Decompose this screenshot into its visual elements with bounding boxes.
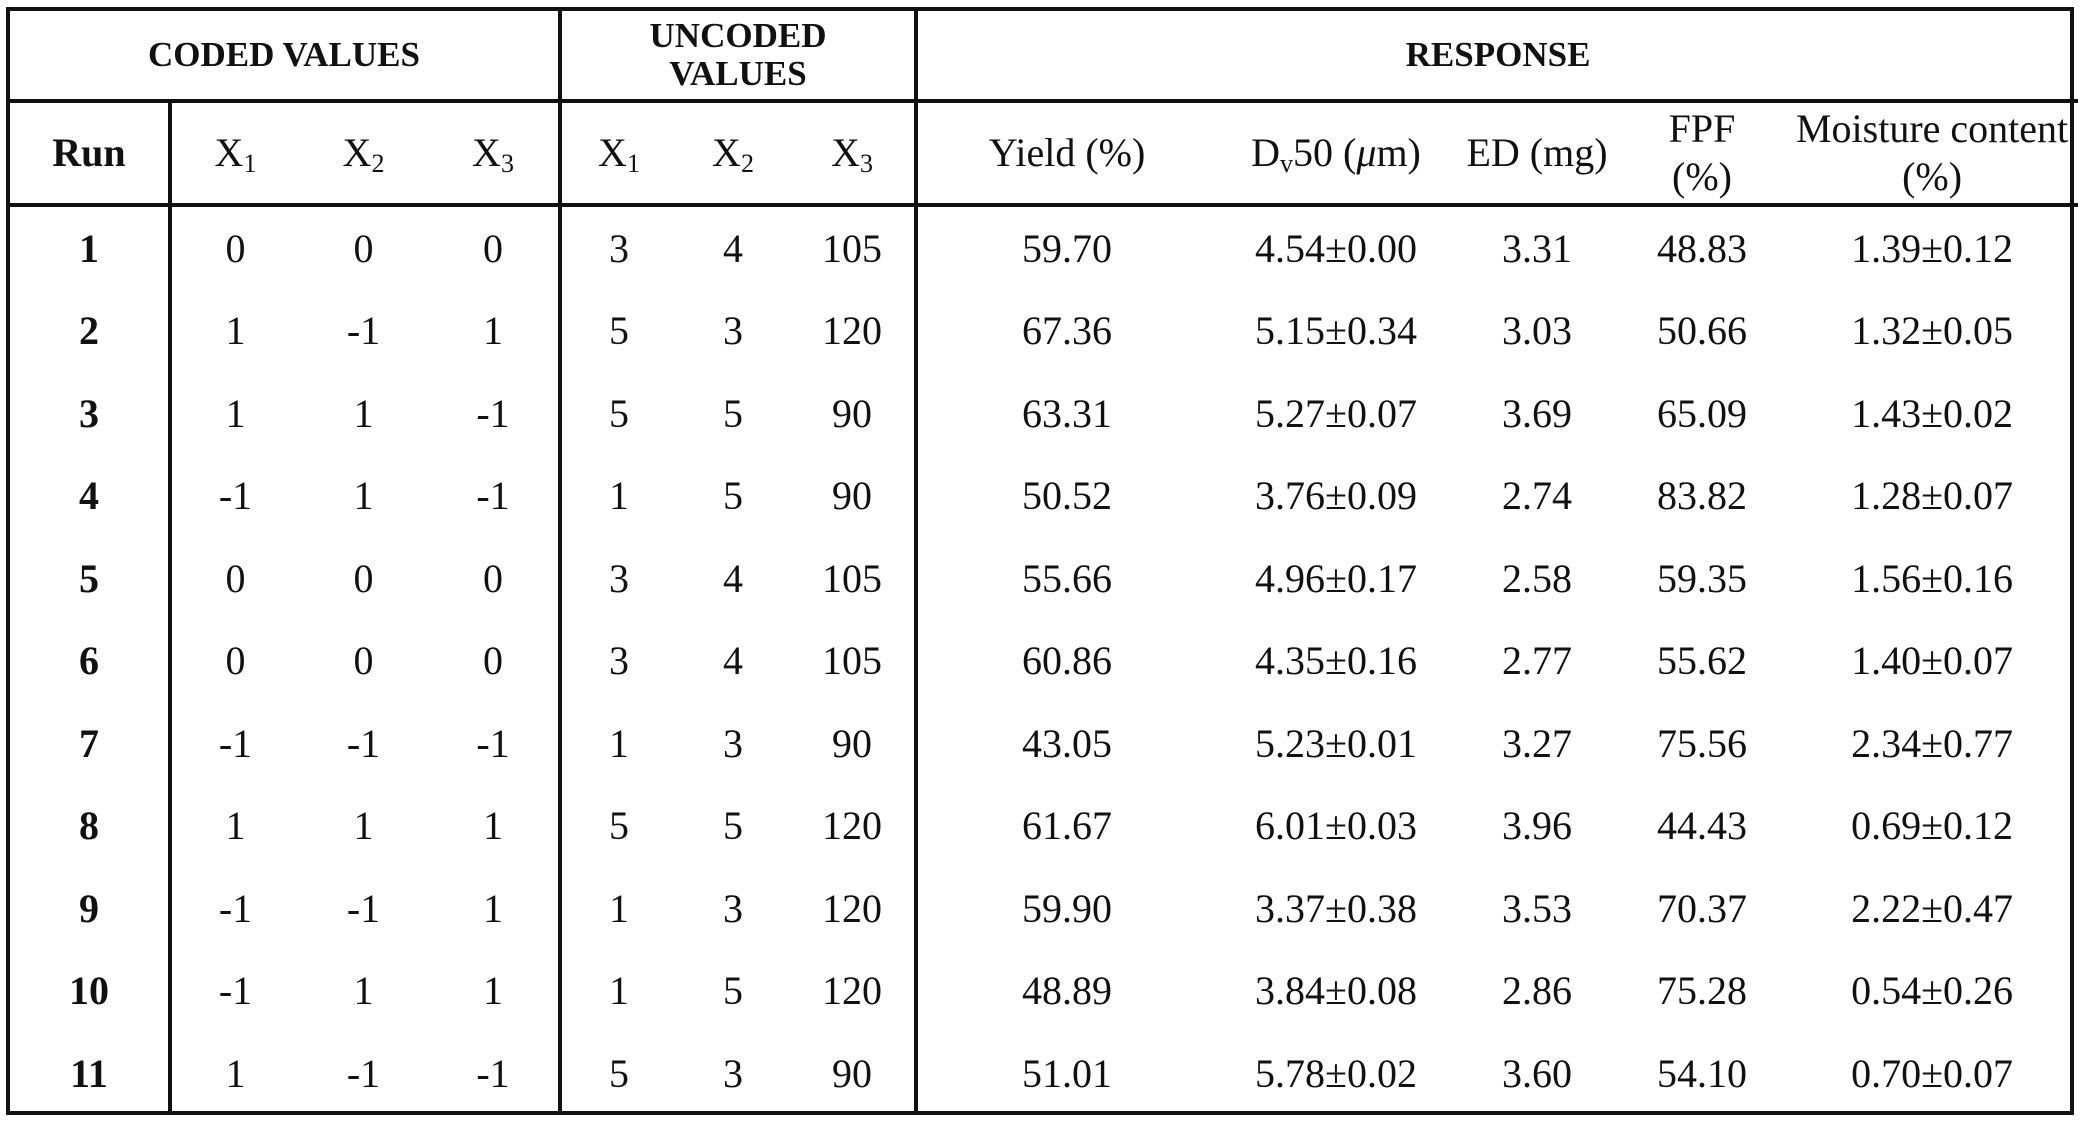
uncoded-x3-cell: 105 bbox=[790, 537, 916, 620]
uncoded-x3-cell: 120 bbox=[790, 785, 916, 868]
uncoded-x3-cell: 105 bbox=[790, 620, 916, 703]
uncoded-x3-cell: 120 bbox=[790, 290, 916, 373]
uncoded-x1-cell: 1 bbox=[609, 968, 629, 1014]
uncoded-x1-cell: 3 bbox=[609, 225, 629, 271]
uncoded-x2-cell: 3 bbox=[723, 1050, 743, 1096]
table-row bbox=[10, 455, 2078, 538]
fpf-cell: 83.82 bbox=[1657, 473, 1748, 519]
coded-x2-cell: 1 bbox=[353, 390, 374, 436]
dv50-suffix-a: 50 ( bbox=[1293, 130, 1357, 175]
table-row bbox=[10, 785, 2078, 868]
moisture-cell: 0.54±0.26 bbox=[1851, 968, 2014, 1014]
moisture-cell: 1.40±0.07 bbox=[1851, 638, 2014, 684]
response-group-header bbox=[916, 11, 2078, 101]
run-cell: 11 bbox=[10, 1032, 170, 1115]
moisture-cell: 1.39±0.12 bbox=[1851, 225, 2014, 271]
uncoded-x1-cell: 5 bbox=[609, 308, 629, 354]
moisture-cell: 1.32±0.05 bbox=[1851, 308, 2014, 354]
ed-cell: 2.58 bbox=[1502, 555, 1573, 601]
run-cell: 5 bbox=[10, 537, 170, 620]
coded-x3-cell: -1 bbox=[428, 702, 560, 785]
dv50-cell: 5.23±0.01 bbox=[1255, 720, 1417, 766]
dv50-cell: 5.78±0.02 bbox=[1255, 1050, 1417, 1096]
uncoded-x1-cell: 3 bbox=[609, 555, 629, 601]
coded-x1-cell: 1 bbox=[225, 308, 246, 354]
coded-x2-cell: -1 bbox=[346, 1050, 381, 1096]
uncoded-values-group-header bbox=[560, 11, 916, 101]
uncoded-x1-cell: 5 bbox=[609, 1050, 629, 1096]
x-label: X bbox=[712, 130, 741, 175]
table-row bbox=[10, 537, 2078, 620]
subscript-3: 3 bbox=[859, 149, 873, 178]
uncoded-x1-cell: 1 bbox=[609, 473, 629, 519]
uncoded-x3-cell: 120 bbox=[790, 950, 916, 1033]
uncoded-x2-column-header bbox=[676, 101, 790, 205]
coded-x1-cell: -1 bbox=[218, 968, 253, 1014]
uncoded-values-label-line2: VALUES bbox=[669, 54, 807, 93]
fpf-cell: 75.28 bbox=[1657, 968, 1748, 1014]
uncoded-values-label-line1: UNCODED bbox=[649, 16, 827, 55]
ed-cell: 3.31 bbox=[1502, 225, 1573, 271]
ed-cell: 3.03 bbox=[1502, 308, 1573, 354]
uncoded-x3-cell: 90 bbox=[790, 455, 916, 538]
uncoded-x3-cell: 90 bbox=[790, 1032, 916, 1115]
yield-cell: 48.89 bbox=[1022, 968, 1113, 1014]
fpf-cell: 75.56 bbox=[1657, 720, 1748, 766]
coded-x1-cell: 1 bbox=[225, 390, 246, 436]
coded-x1-cell: -1 bbox=[218, 720, 253, 766]
table-row bbox=[10, 867, 2078, 950]
ed-cell: 3.96 bbox=[1502, 803, 1573, 849]
uncoded-x2-cell: 5 bbox=[723, 473, 743, 519]
coded-x2-cell: 0 bbox=[353, 555, 374, 601]
subscript-1: 1 bbox=[626, 149, 640, 178]
moisture-cell: 1.56±0.16 bbox=[1851, 555, 2014, 601]
uncoded-x1-cell: 5 bbox=[609, 390, 629, 436]
coded-x2-cell: -1 bbox=[346, 720, 381, 766]
dv50-cell: 4.96±0.17 bbox=[1255, 555, 1417, 601]
subscript-1: 1 bbox=[243, 149, 257, 178]
ed-cell: 3.60 bbox=[1502, 1050, 1573, 1096]
moisture-header-line2: (%) bbox=[1902, 154, 1963, 199]
coded-x1-cell: -1 bbox=[218, 885, 253, 931]
uncoded-x1-cell: 3 bbox=[609, 638, 629, 684]
yield-cell: 59.70 bbox=[1022, 225, 1113, 271]
fpf-header-line1: FPF bbox=[1668, 106, 1736, 151]
design-table-frame bbox=[6, 7, 2074, 1115]
coded-x3-cell: 0 bbox=[428, 205, 560, 290]
table-row bbox=[10, 950, 2078, 1033]
dv50-cell: 6.01±0.03 bbox=[1255, 803, 1417, 849]
uncoded-x3-cell: 105 bbox=[790, 205, 916, 290]
coded-x1-cell: 1 bbox=[225, 803, 246, 849]
dv50-cell: 3.76±0.09 bbox=[1255, 473, 1417, 519]
uncoded-x1-column-header bbox=[560, 101, 676, 205]
fpf-header-line2: (%) bbox=[1672, 154, 1732, 199]
yield-cell: 61.67 bbox=[1022, 803, 1113, 849]
coded-x1-cell: 0 bbox=[225, 638, 246, 684]
yield-cell: 63.31 bbox=[1022, 390, 1113, 436]
ed-column-header bbox=[1456, 101, 1618, 205]
dv50-cell: 3.37±0.38 bbox=[1255, 885, 1417, 931]
fpf-cell: 59.35 bbox=[1657, 555, 1748, 601]
uncoded-x3-cell: 90 bbox=[790, 372, 916, 455]
table-row bbox=[10, 372, 2078, 455]
coded-x1-cell: -1 bbox=[218, 473, 253, 519]
coded-x1-cell: 0 bbox=[225, 555, 246, 601]
yield-column-header bbox=[916, 101, 1216, 205]
run-cell: 9 bbox=[10, 867, 170, 950]
coded-x1-column-header bbox=[170, 101, 299, 205]
ed-cell: 2.86 bbox=[1502, 968, 1573, 1014]
uncoded-x2-cell: 4 bbox=[723, 225, 743, 271]
uncoded-x3-column-header bbox=[790, 101, 916, 205]
dv50-cell: 4.35±0.16 bbox=[1255, 638, 1417, 684]
run-cell: 6 bbox=[10, 620, 170, 703]
coded-x2-cell: 0 bbox=[353, 225, 374, 271]
coded-x3-cell: 0 bbox=[428, 620, 560, 703]
moisture-column-header bbox=[1786, 101, 2078, 205]
coded-x2-cell: 1 bbox=[353, 473, 374, 519]
coded-x3-cell: -1 bbox=[428, 1032, 560, 1115]
run-cell: 3 bbox=[10, 372, 170, 455]
uncoded-x2-cell: 5 bbox=[723, 390, 743, 436]
subscript-3: 3 bbox=[500, 149, 514, 178]
ed-cell: 2.74 bbox=[1502, 473, 1573, 519]
uncoded-x3-cell: 90 bbox=[790, 702, 916, 785]
ed-cell: 3.27 bbox=[1502, 720, 1573, 766]
uncoded-x2-cell: 5 bbox=[723, 968, 743, 1014]
run-header-label: Run bbox=[52, 130, 126, 175]
coded-x1-cell: 1 bbox=[225, 1050, 246, 1096]
x-label: X bbox=[598, 130, 627, 175]
uncoded-x2-cell: 5 bbox=[723, 803, 743, 849]
coded-x3-cell: 1 bbox=[428, 290, 560, 373]
run-cell: 4 bbox=[10, 455, 170, 538]
coded-x3-cell: -1 bbox=[428, 372, 560, 455]
dv50-suffix-b: m) bbox=[1376, 130, 1421, 175]
ed-cell: 3.69 bbox=[1502, 390, 1573, 436]
table-body bbox=[10, 205, 2078, 1115]
coded-x2-cell: 1 bbox=[353, 803, 374, 849]
x-label: X bbox=[472, 130, 501, 175]
table-row bbox=[10, 1032, 2078, 1115]
x-label: X bbox=[342, 130, 372, 175]
uncoded-x2-cell: 3 bbox=[723, 308, 743, 354]
x-label: X bbox=[214, 130, 244, 175]
table-row bbox=[10, 620, 2078, 703]
uncoded-x2-cell: 4 bbox=[723, 638, 743, 684]
coded-values-label: CODED VALUES bbox=[148, 35, 420, 74]
yield-cell: 60.86 bbox=[1022, 638, 1113, 684]
fpf-cell: 54.10 bbox=[1657, 1050, 1748, 1096]
coded-x2-cell: -1 bbox=[346, 308, 381, 354]
moisture-cell: 1.43±0.02 bbox=[1851, 390, 2014, 436]
coded-x2-cell: -1 bbox=[346, 885, 381, 931]
yield-cell: 50.52 bbox=[1022, 473, 1113, 519]
yield-cell: 51.01 bbox=[1022, 1050, 1113, 1096]
experimental-design-table bbox=[10, 11, 2078, 1115]
run-cell: 10 bbox=[10, 950, 170, 1033]
yield-cell: 55.66 bbox=[1022, 555, 1113, 601]
table-row bbox=[10, 205, 2078, 290]
dv50-subscript: v bbox=[1280, 149, 1294, 178]
dv50-cell: 4.54±0.00 bbox=[1255, 225, 1417, 271]
fpf-cell: 55.62 bbox=[1657, 638, 1748, 684]
yield-cell: 59.90 bbox=[1022, 885, 1113, 931]
fpf-cell: 70.37 bbox=[1657, 885, 1748, 931]
uncoded-x1-cell: 1 bbox=[609, 885, 629, 931]
uncoded-x1-cell: 1 bbox=[609, 720, 629, 766]
ed-cell: 3.53 bbox=[1502, 885, 1573, 931]
coded-x3-cell: 1 bbox=[428, 785, 560, 868]
coded-x2-cell: 0 bbox=[353, 638, 374, 684]
ed-cell: 2.77 bbox=[1502, 638, 1573, 684]
yield-cell: 67.36 bbox=[1022, 308, 1113, 354]
coded-values-group-header bbox=[10, 11, 560, 101]
fpf-cell: 50.66 bbox=[1657, 308, 1748, 354]
mu-symbol: μ bbox=[1356, 130, 1377, 175]
column-header-row bbox=[10, 101, 2078, 205]
uncoded-x1-cell: 5 bbox=[609, 803, 629, 849]
coded-x1-cell: 0 bbox=[225, 225, 246, 271]
coded-x2-column-header bbox=[299, 101, 428, 205]
moisture-cell: 0.70±0.07 bbox=[1851, 1050, 2014, 1096]
moisture-cell: 0.69±0.12 bbox=[1851, 803, 2014, 849]
run-cell: 2 bbox=[10, 290, 170, 373]
uncoded-x2-cell: 3 bbox=[723, 885, 743, 931]
fpf-cell: 48.83 bbox=[1657, 225, 1748, 271]
coded-x3-cell: 0 bbox=[428, 537, 560, 620]
dv50-cell: 5.27±0.07 bbox=[1255, 390, 1417, 436]
coded-x2-cell: 1 bbox=[353, 968, 374, 1014]
dv50-cell: 3.84±0.08 bbox=[1255, 968, 1417, 1014]
moisture-cell: 2.34±0.77 bbox=[1851, 720, 2014, 766]
fpf-cell: 65.09 bbox=[1657, 390, 1748, 436]
run-cell: 7 bbox=[10, 702, 170, 785]
yield-cell: 43.05 bbox=[1022, 720, 1113, 766]
moisture-cell: 2.22±0.47 bbox=[1851, 885, 2014, 931]
coded-x3-cell: 1 bbox=[428, 867, 560, 950]
subscript-2: 2 bbox=[740, 149, 754, 178]
coded-x3-cell: 1 bbox=[428, 950, 560, 1033]
table-row bbox=[10, 702, 2078, 785]
dv50-cell: 5.15±0.34 bbox=[1255, 308, 1417, 354]
table-row bbox=[10, 290, 2078, 373]
fpf-column-header bbox=[1618, 101, 1786, 205]
group-header-row bbox=[10, 11, 2078, 101]
x-label: X bbox=[831, 130, 860, 175]
fpf-cell: 44.43 bbox=[1657, 803, 1748, 849]
yield-header-label: Yield (%) bbox=[988, 130, 1146, 175]
run-cell: 1 bbox=[10, 205, 170, 290]
uncoded-x2-cell: 4 bbox=[723, 555, 743, 601]
moisture-cell: 1.28±0.07 bbox=[1851, 473, 2014, 519]
run-column-header bbox=[10, 101, 170, 205]
uncoded-x2-cell: 3 bbox=[723, 720, 743, 766]
dv50-column-header bbox=[1216, 101, 1456, 205]
coded-x3-column-header bbox=[428, 101, 560, 205]
response-label: RESPONSE bbox=[1405, 35, 1591, 74]
run-cell: 8 bbox=[10, 785, 170, 868]
subscript-2: 2 bbox=[371, 149, 385, 178]
ed-header-label: ED (mg) bbox=[1466, 130, 1608, 175]
uncoded-x3-cell: 120 bbox=[790, 867, 916, 950]
coded-x3-cell: -1 bbox=[428, 455, 560, 538]
moisture-header-line1: Moisture content bbox=[1795, 106, 2069, 151]
dv50-prefix: D bbox=[1251, 130, 1281, 175]
